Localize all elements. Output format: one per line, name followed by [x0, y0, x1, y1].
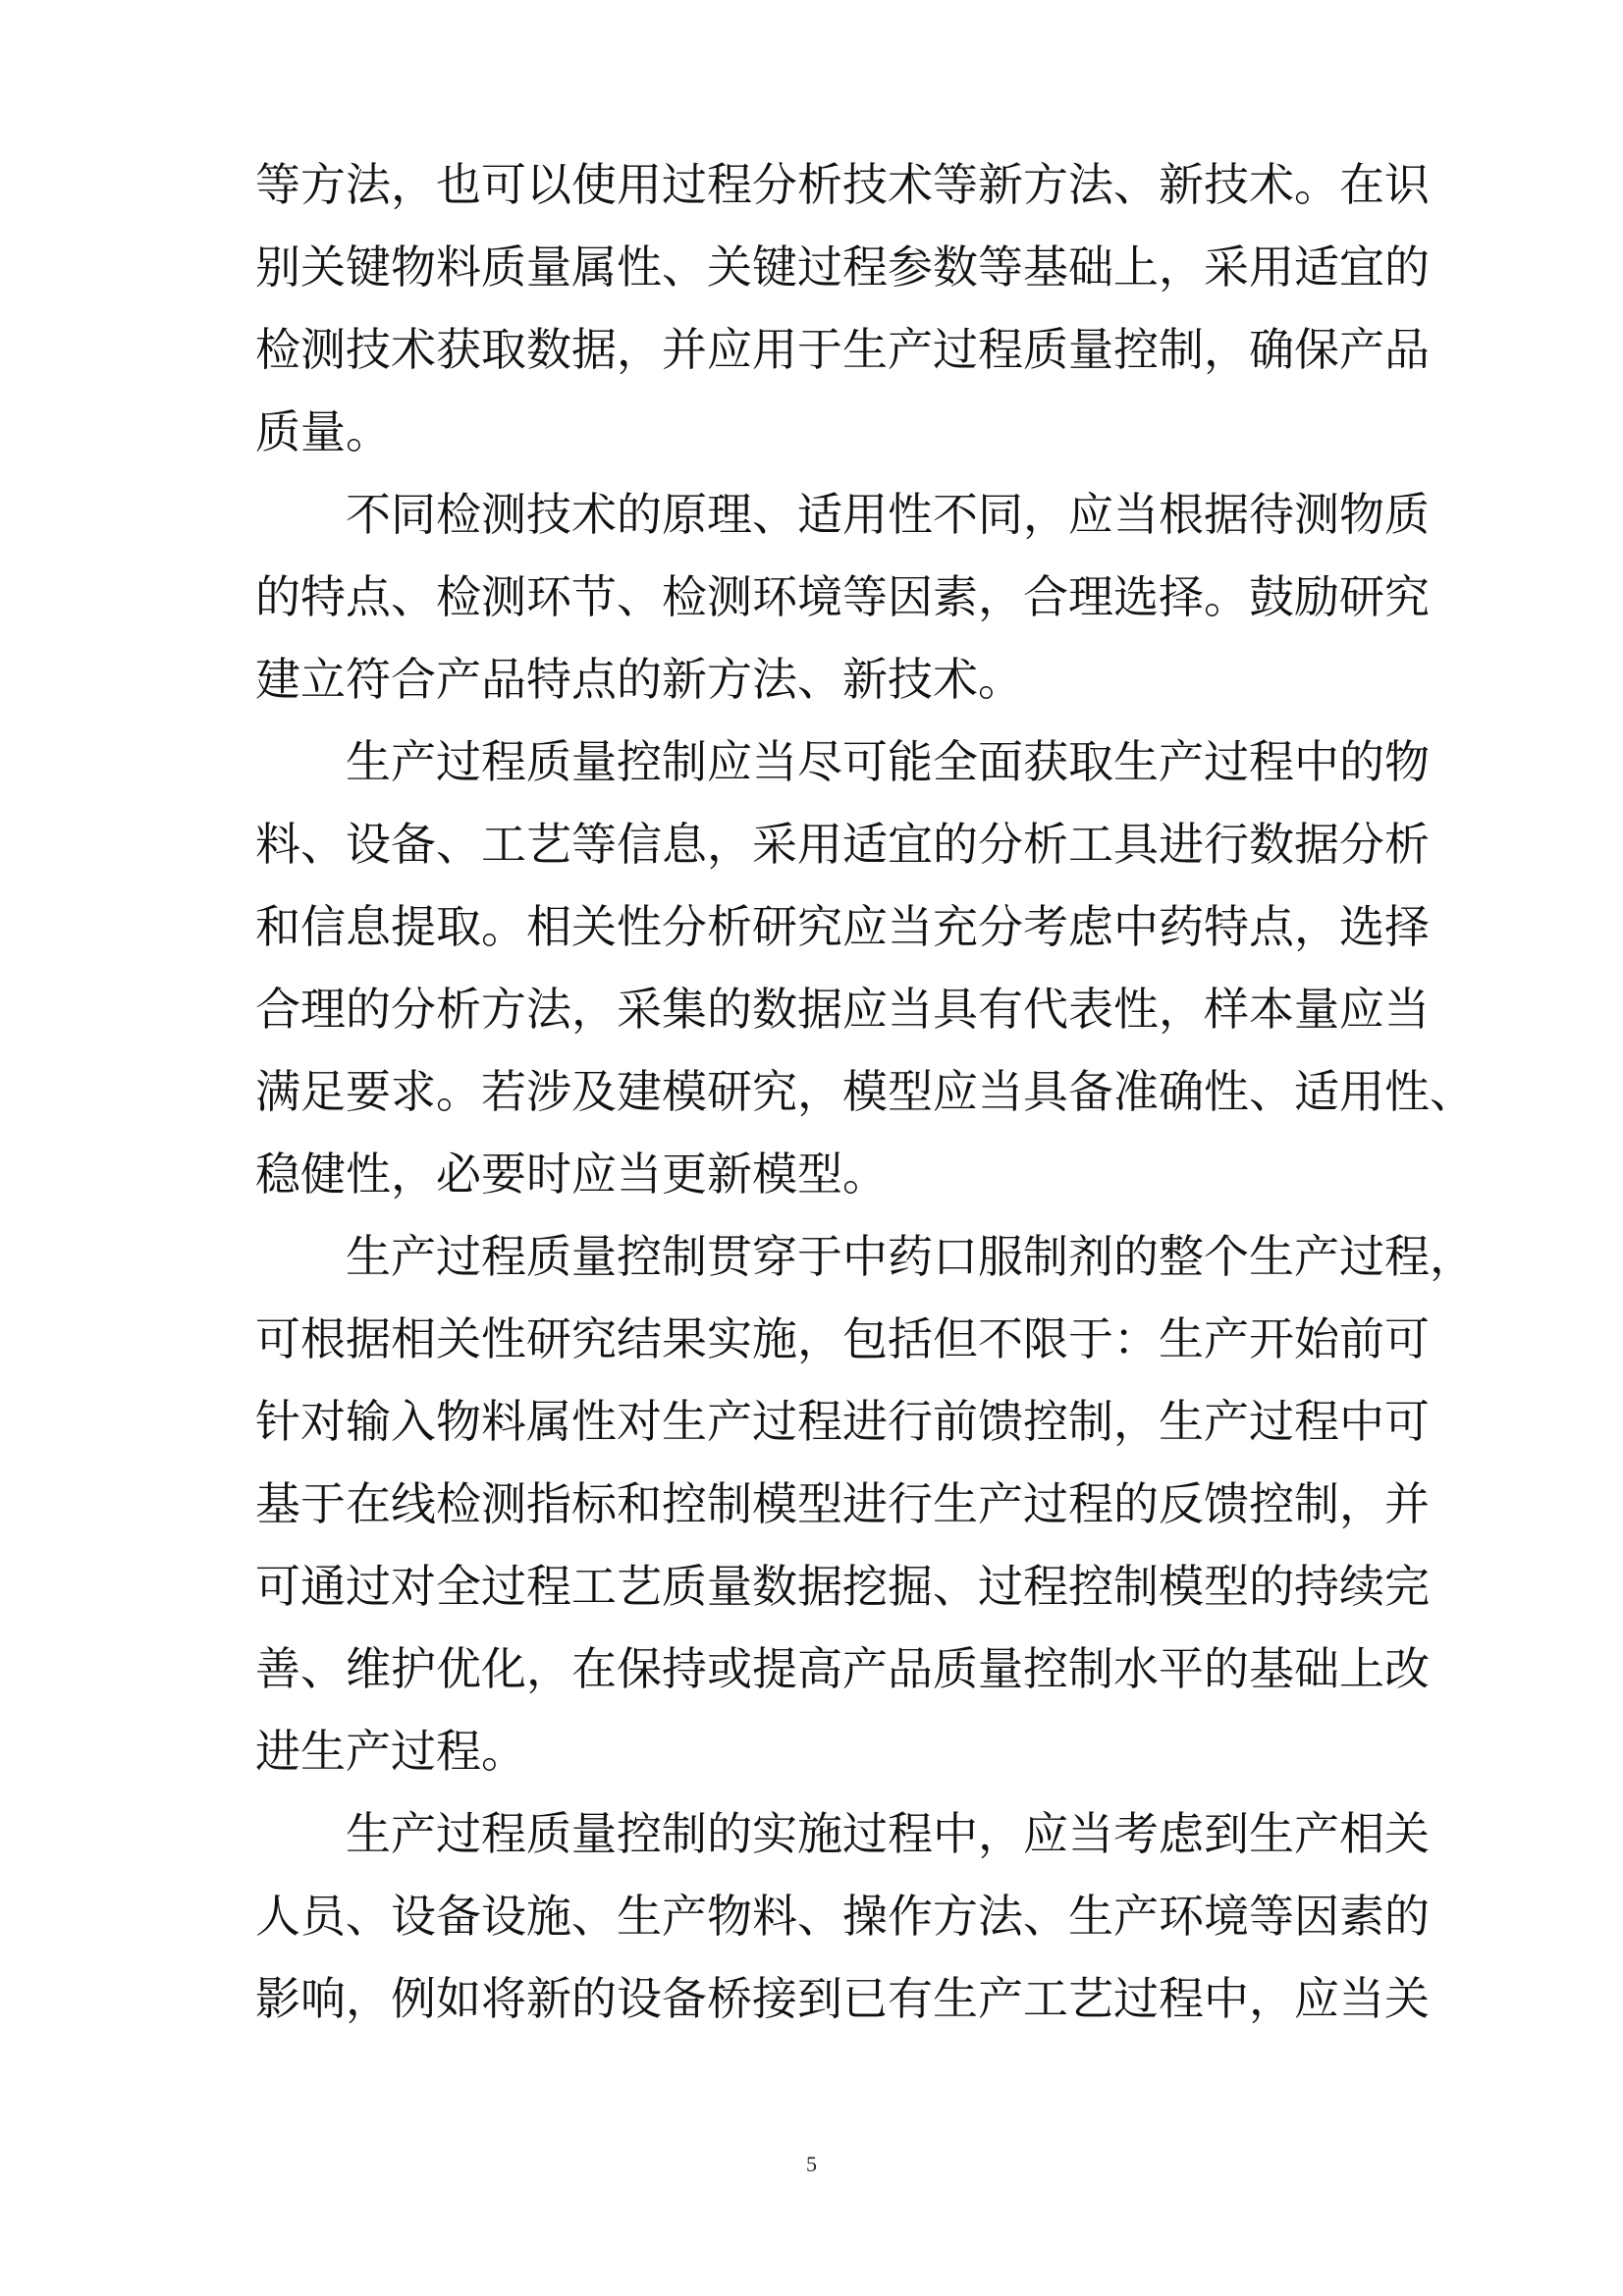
text-line: 检测技术获取数据，并应用于生产过程质量控制，确保产品 — [255, 323, 1430, 376]
text-line: 的特点、检测环节、检测环境等因素，合理选择。鼓励研究 — [255, 570, 1430, 623]
text-line: 质量。 — [255, 405, 391, 458]
text-line: 针对输入物料属性对生产过程进行前馈控制，生产过程中可 — [255, 1395, 1430, 1448]
text-line: 稳健性，必要时应当更新模型。 — [255, 1148, 888, 1201]
paragraph-first-line: 生产过程质量控制的实施过程中，应当考虑到生产相关 — [346, 1807, 1430, 1860]
text-line: 善、维护优化，在保持或提高产品质量控制水平的基础上改 — [255, 1642, 1430, 1695]
text-line: 可通过对全过程工艺质量数据挖掘、过程控制模型的持续完 — [255, 1560, 1430, 1613]
text-line: 料、设备、工艺等信息，采用适宜的分析工具进行数据分析 — [255, 818, 1430, 871]
text-line: 影响，例如将新的设备桥接到已有生产工艺过程中，应当关 — [255, 1972, 1430, 2025]
text-line: 可根据相关性研究结果实施，包括但不限于：生产开始前可 — [255, 1312, 1430, 1365]
paragraph-first-line: 不同检测技术的原理、适用性不同，应当根据待测物质 — [346, 488, 1430, 541]
text-line: 合理的分析方法，采集的数据应当具有代表性，样本量应当 — [255, 983, 1430, 1036]
text-line: 和信息提取。相关性分析研究应当充分考虑中药特点，选择 — [255, 900, 1430, 953]
text-line: 满足要求。若涉及建模研究，模型应当具备准确性、适用性、 — [255, 1065, 1475, 1118]
text-line: 进生产过程。 — [255, 1725, 526, 1778]
text-line: 等方法，也可以使用过程分析技术等新方法、新技术。在识 — [255, 158, 1430, 211]
text-line: 建立符合产品特点的新方法、新技术。 — [255, 653, 1023, 706]
paragraph-first-line: 生产过程质量控制应当尽可能全面获取生产过程中的物 — [346, 735, 1430, 788]
paragraph-first-line: 生产过程质量控制贯穿于中药口服制剂的整个生产过程， — [346, 1230, 1475, 1283]
page-number: 5 — [806, 2152, 817, 2176]
text-line: 基于在线检测指标和控制模型进行生产过程的反馈控制，并 — [255, 1477, 1430, 1530]
text-line: 人员、设备设施、生产物料、操作方法、生产环境等因素的 — [255, 1890, 1430, 1943]
text-line: 别关键物料质量属性、关键过程参数等基础上，采用适宜的 — [255, 240, 1430, 294]
